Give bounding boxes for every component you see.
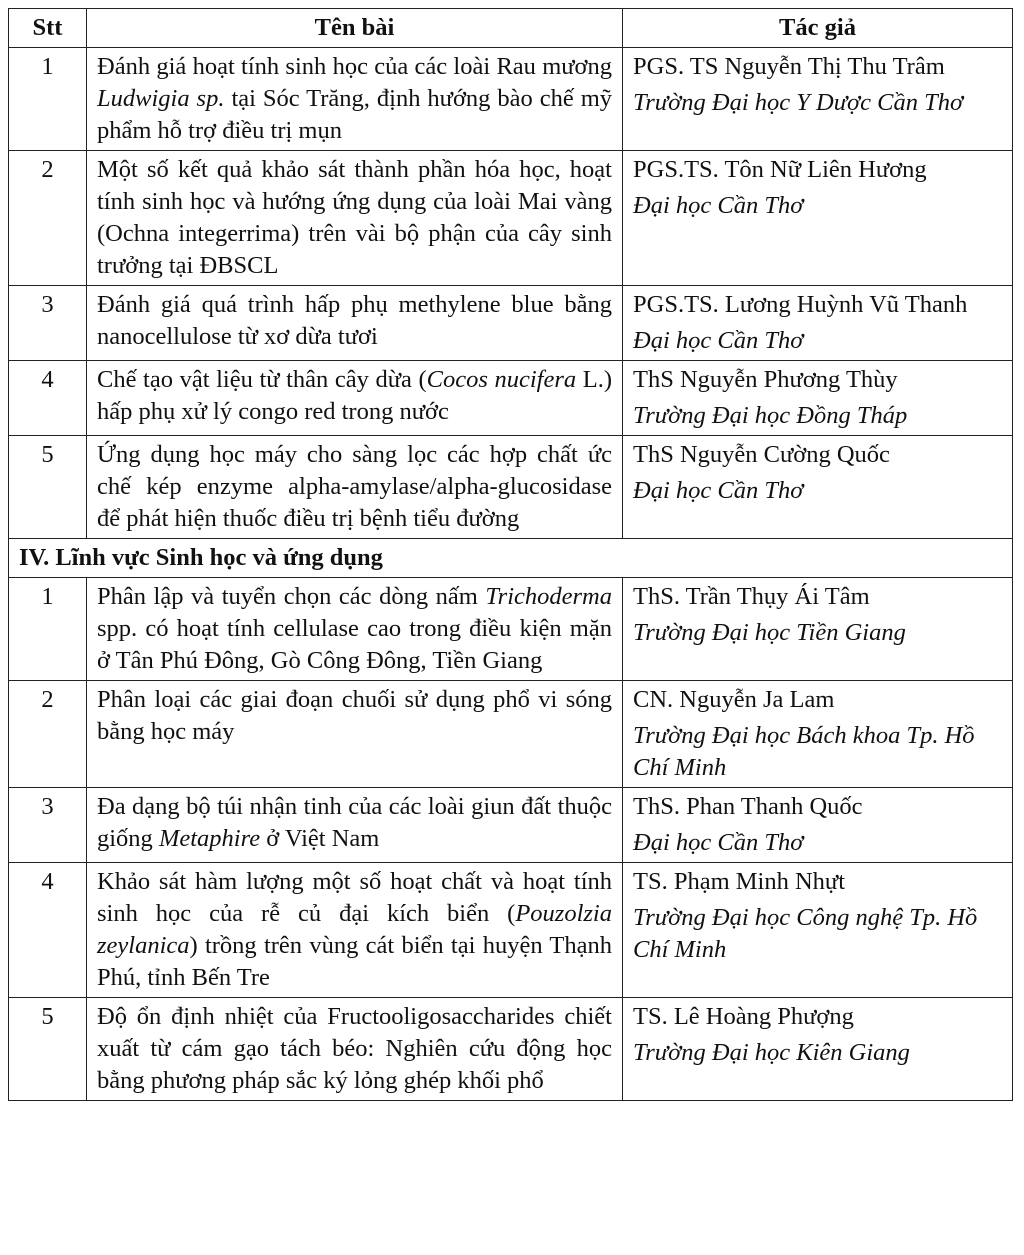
author-institution: Trường Đại học Đồng Tháp (633, 402, 908, 429)
table-row (9, 998, 1013, 1101)
author-cell (623, 151, 1013, 286)
row-number: 3 (9, 788, 87, 863)
table-row (9, 436, 1013, 539)
author-institution: Trường Đại học Kiên Giang (633, 1039, 910, 1066)
header-row (9, 9, 1013, 48)
title-segment: Một số kết quả khảo sát thành phần hóa học, hoạt tính sinh học và hướng ứng dụng của loài Mai vàng (Ochna integerrima) trên vài bộ phận của cây sinh trưởng tại ĐBSCL (97, 156, 612, 279)
author-name: ThS Nguyễn Phương Thùy (633, 366, 898, 393)
row-number: 2 (9, 151, 87, 286)
author-institution: Đại học Cần Thơ (633, 829, 804, 856)
paper-title (87, 151, 623, 286)
author-name: ThS Nguyễn Cường Quốc (633, 441, 890, 468)
author-institution: Trường Đại học Công nghệ Tp. Hồ Chí Minh (633, 904, 978, 963)
author-cell (623, 998, 1013, 1101)
row-number: 1 (9, 48, 87, 151)
paper-title (87, 863, 623, 998)
header-stt: Stt (9, 9, 87, 48)
title-segment: Phân loại các giai đoạn chuối sử dụng phổ vi sóng bằng học máy (97, 686, 612, 745)
author-institution: Đại học Cần Thơ (633, 477, 804, 504)
table-row (9, 48, 1013, 151)
paper-title (87, 681, 623, 788)
table-row (9, 361, 1013, 436)
author-cell (623, 48, 1013, 151)
title-segment: spp. có hoạt tính cellulase cao trong điều kiện mặn ở Tân Phú Đông, Gò Công Đông, Tiền Giang (97, 615, 612, 674)
author-name: PGS.TS. Lương Huỳnh Vũ Thanh (633, 291, 968, 318)
title-segment: Chế tạo vật liệu từ thân cây dừa ( (97, 366, 427, 393)
section-title: IV. Lĩnh vực Sinh học và ứng dụng (9, 539, 1013, 578)
title-segment: Độ ổn định nhiệt của Fructooligosaccharides chiết xuất từ cám gạo tách béo: Nghiên cứu động học bằng phương pháp sắc ký lỏng ghép khối phổ (97, 1003, 612, 1094)
title-segment: Ứng dụng học máy cho sàng lọc các hợp chất ức chế kép enzyme alpha-amylase/alpha-glucosidase để phát hiện thuốc điều trị bệnh tiểu đường (97, 441, 612, 532)
papers-table (8, 8, 1013, 1101)
title-segment: ) trồng trên vùng cát biển tại huyện Thạnh Phú, tỉnh Bến Tre (97, 932, 612, 991)
author-name: ThS. Phan Thanh Quốc (633, 793, 863, 820)
header-title: Tên bài (87, 9, 623, 48)
row-number: 2 (9, 681, 87, 788)
paper-title-text (97, 793, 612, 852)
paper-title (87, 998, 623, 1101)
author-cell (623, 361, 1013, 436)
author-name: PGS.TS. Tôn Nữ Liên Hương (633, 156, 927, 183)
paper-title (87, 361, 623, 436)
species-name: Ludwigia sp. (97, 85, 225, 112)
paper-title (87, 48, 623, 151)
table-body (9, 48, 1013, 1101)
author-name: ThS. Trần Thụy Ái Tâm (633, 583, 870, 610)
title-segment: L.) hấp phụ xử lý congo red trong nước (97, 366, 612, 425)
row-number: 4 (9, 863, 87, 998)
author-cell (623, 788, 1013, 863)
table-row (9, 681, 1013, 788)
table-row (9, 578, 1013, 681)
author-cell (623, 681, 1013, 788)
author-cell (623, 863, 1013, 998)
title-segment: tại Sóc Trăng, định hướng bào chế mỹ phẩm hỗ trợ điều trị mụn (97, 85, 612, 144)
author-name: PGS. TS Nguyễn Thị Thu Trâm (633, 53, 945, 80)
paper-title-text (97, 53, 612, 144)
header-author: Tác giả (623, 9, 1013, 48)
author-institution: Trường Đại học Y Dược Cần Thơ (633, 89, 964, 116)
species-name: Metaphire (158, 825, 261, 852)
row-number: 1 (9, 578, 87, 681)
section-row (9, 539, 1013, 578)
paper-title (87, 788, 623, 863)
paper-title-text (97, 583, 612, 674)
author-name: TS. Phạm Minh Nhựt (633, 868, 846, 895)
title-segment: Đánh giá quá trình hấp phụ methylene blue bằng nanocellulose từ xơ dừa tươi (97, 291, 612, 350)
row-number: 5 (9, 436, 87, 539)
table-row (9, 286, 1013, 361)
title-segment: Đánh giá hoạt tính sinh học của các loài Rau mương (97, 53, 612, 80)
paper-title-text (97, 1003, 612, 1094)
title-segment: ở Việt Nam (260, 825, 380, 852)
paper-title-text (97, 156, 612, 279)
paper-title-text (97, 366, 612, 425)
author-institution: Trường Đại học Bách khoa Tp. Hồ Chí Minh (633, 722, 975, 781)
author-name: TS. Lê Hoàng Phượng (633, 1003, 854, 1030)
row-number: 3 (9, 286, 87, 361)
title-segment: Khảo sát hàm lượng một số hoạt chất và hoạt tính sinh học của rễ củ đại kích biển ( (97, 868, 612, 927)
table-row (9, 788, 1013, 863)
title-segment: Đa dạng bộ túi nhận tinh của các loài giun đất thuộc giống (97, 793, 612, 852)
table-row (9, 863, 1013, 998)
paper-title-text (97, 868, 612, 991)
title-segment: Phân lập và tuyển chọn các dòng nấm (97, 583, 486, 610)
paper-title-text (97, 686, 612, 745)
species-name: Cocos nucifera (426, 366, 577, 393)
species-name: Pouzolzia zeylanica (97, 900, 612, 959)
paper-title (87, 286, 623, 361)
row-number: 4 (9, 361, 87, 436)
author-institution: Đại học Cần Thơ (633, 192, 804, 219)
author-name: CN. Nguyễn Ja Lam (633, 686, 835, 713)
author-institution: Trường Đại học Tiền Giang (633, 619, 906, 646)
table-row (9, 151, 1013, 286)
author-cell (623, 436, 1013, 539)
row-number: 5 (9, 998, 87, 1101)
paper-title-text (97, 441, 612, 532)
paper-title (87, 578, 623, 681)
author-institution: Đại học Cần Thơ (633, 327, 804, 354)
paper-title (87, 436, 623, 539)
species-name: Trichoderma (485, 583, 612, 610)
author-cell (623, 286, 1013, 361)
paper-title-text (97, 291, 612, 350)
author-cell (623, 578, 1013, 681)
